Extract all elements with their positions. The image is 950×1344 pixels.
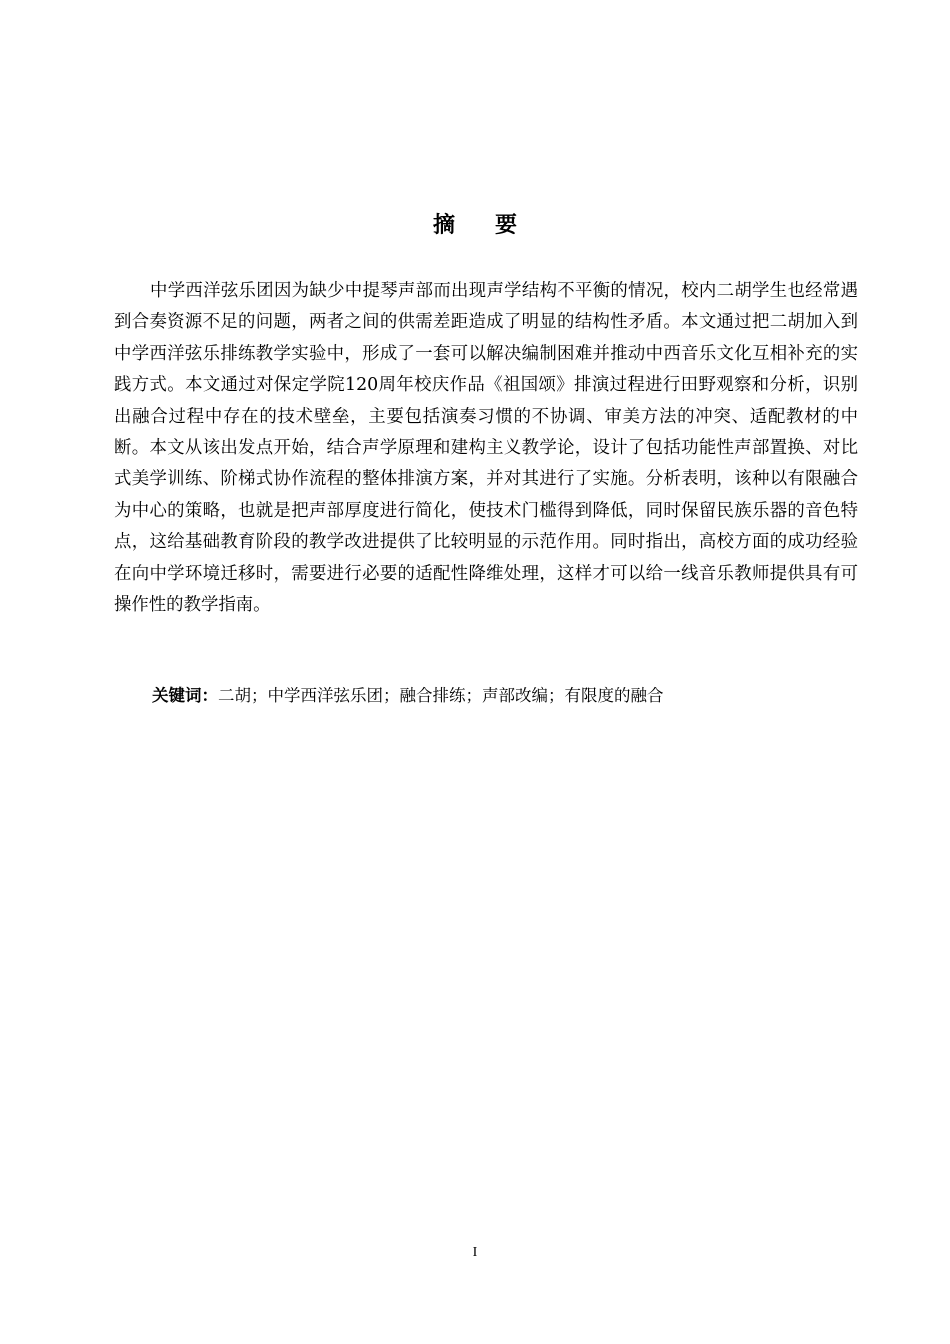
abstract-paragraph: 中学西洋弦乐团因为缺少中提琴声部而出现声学结构不平衡的情况，校内二胡学生也经常遇到合奏资源不足的问题，两者之间的供需差距造成了明显的结构性矛盾。本文通过把二胡加入到中学西洋弦乐排练教学实验中，形成了一套可以解决编制困难并推动中西音乐文化互相补充的实践方式。本文通过对保定学院120周年校庆作品《祖国颂》排演过程进行田野观察和分析，识别出融合过程中存在的技术壁垒，主要包括演奏习惯的不协调、审美方法的冲突、适配教材的中断。本文从该出发点开始，结合声学原理和建构主义教学论，设计了包括功能性声部置换、对比式美学训练、阶梯式协作流程的整体排演方案，并对其进行了实施。分析表明，该种以有限融合为中心的策略，也就是把声部厚度进行简化，使技术门槛得到降低，同时保留民族乐器的音色特点，这给基础教育阶段的教学改进提供了比较明显的示范作用。同时指出，高校方面的成功经验在向中学环境迁移时，需要进行必要的适配性降维处理，这样才可以给一线音乐教师提供具有可操作性的教学指南。 [114, 281, 858, 616]
keywords-list: 二胡；中学西洋弦乐团；融合排练；声部改编；有限度的融合 [218, 686, 664, 705]
page-number: I [472, 1245, 478, 1260]
keywords-line [152, 681, 858, 711]
abstract-title: 摘要 [432, 213, 557, 238]
keywords-label: 关键词： [152, 686, 218, 705]
